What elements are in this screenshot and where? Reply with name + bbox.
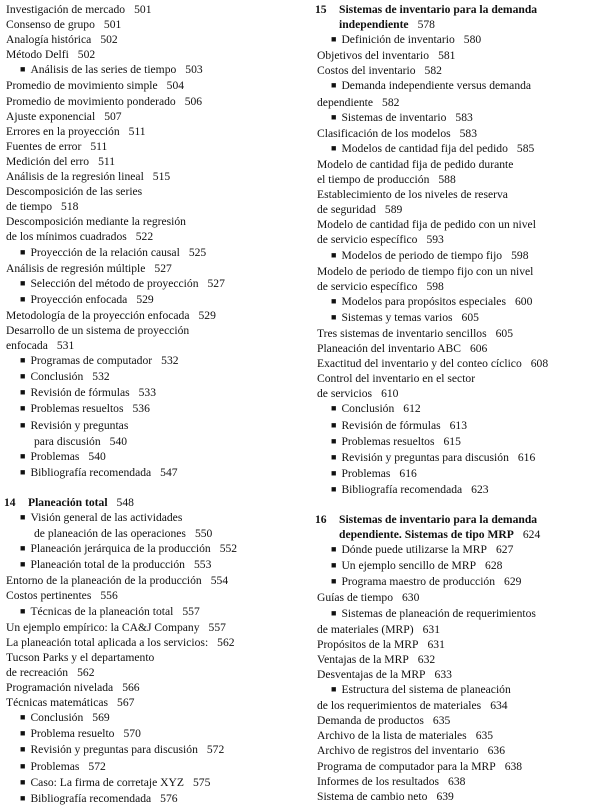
toc-entry-major[interactable] <box>317 78 600 94</box>
toc-entry-major[interactable] <box>317 606 600 622</box>
entry-title: Consenso de grupo <box>6 18 95 32</box>
toc-entry[interactable] <box>317 63 600 78</box>
entry-title: Sistemas de planeación de requerimientos <box>341 606 536 620</box>
toc-entry[interactable] <box>317 637 600 652</box>
page-number: 553 <box>193 558 212 572</box>
page-number: 634 <box>490 699 508 713</box>
page-number: 635 <box>432 714 451 728</box>
entry-title: dependiente. Sistemas de tipo MRP <box>339 528 514 542</box>
chapter-heading[interactable] <box>6 495 296 510</box>
entry-title: Metodología de la proyección enfocada <box>6 308 190 322</box>
page-number: 639 <box>436 789 454 803</box>
entry-title: Problemas resueltos <box>341 434 435 448</box>
toc-entry-major[interactable] <box>317 248 600 264</box>
entry-title: Revisión de fórmulas <box>341 418 441 432</box>
page-number: 633 <box>434 667 452 681</box>
page-number: 627 <box>495 543 514 557</box>
page-number: 533 <box>138 386 157 400</box>
page-number: 529 <box>136 292 154 306</box>
page-number: 610 <box>381 387 399 401</box>
page-number: 569 <box>92 711 110 725</box>
toc-entry[interactable] <box>6 573 296 588</box>
entry-title: de tiempo <box>6 200 53 214</box>
toc-entry-major[interactable] <box>317 482 600 498</box>
toc-entry[interactable] <box>6 338 296 353</box>
toc-entry[interactable] <box>317 341 600 356</box>
toc-entry[interactable] <box>6 32 296 47</box>
toc-entry-major[interactable] <box>317 558 600 574</box>
entry-title: Costos pertinentes <box>6 589 92 603</box>
page-number: 567 <box>117 696 135 710</box>
entry-title: Programación nivelada <box>6 681 114 695</box>
entry-title: Ventajas de la MRP <box>317 652 409 666</box>
entry-title: Definición de inventario <box>341 33 455 47</box>
page-number: 532 <box>92 370 110 384</box>
toc-entry[interactable] <box>317 95 600 110</box>
page-number: 557 <box>182 604 200 618</box>
entry-title: el tiempo de producción <box>317 173 430 187</box>
entry-title: Demanda independiente versus demanda <box>341 79 532 93</box>
chapter-heading[interactable] <box>317 17 600 32</box>
entry-title: Ajuste exponencial <box>6 109 96 123</box>
toc-entry-major[interactable] <box>6 541 296 557</box>
entry-title: La planeación total aplicada a los servicios: <box>6 635 209 649</box>
page-number: 525 <box>188 245 207 259</box>
toc-entry[interactable] <box>6 154 296 169</box>
entry-title: Modelos de cantidad fija del pedido <box>341 141 508 155</box>
page-number: 581 <box>438 49 456 63</box>
toc-entry-major[interactable] <box>317 450 600 466</box>
entry-title: Análisis de la regresión lineal <box>6 170 144 184</box>
toc-entry-major[interactable] <box>317 682 600 698</box>
page-number: 511 <box>98 154 116 168</box>
toc-column-right <box>317 2 600 804</box>
toc-entry[interactable] <box>317 217 600 232</box>
toc-entry[interactable] <box>6 635 296 650</box>
toc-entry-major[interactable] <box>317 466 600 482</box>
chapter-heading[interactable] <box>317 527 600 542</box>
page-number: 598 <box>511 248 529 262</box>
entry-title: Revisión y preguntas para discusión <box>30 743 198 757</box>
entry-title: Bibliografía recomendada <box>30 791 152 805</box>
entry-title: de servicio específico <box>317 233 418 247</box>
page-number: 547 <box>160 465 178 479</box>
page-number: 518 <box>61 200 79 214</box>
toc-entry[interactable] <box>6 94 296 109</box>
toc-entry-major[interactable] <box>6 775 296 791</box>
page-number: 608 <box>530 357 549 371</box>
toc-entry-major[interactable] <box>6 292 296 308</box>
entry-title: Programas de computador <box>30 354 153 368</box>
page-number: 554 <box>210 574 229 588</box>
toc-entry-major[interactable] <box>6 276 296 292</box>
section-gap <box>317 498 600 512</box>
chapter-number: 16 <box>315 513 327 526</box>
toc-entry-major[interactable] <box>6 726 296 742</box>
page-number: 605 <box>461 310 479 324</box>
entry-title: Desarrollo de un sistema de proyección <box>6 323 190 337</box>
entry-title: de materiales (MRP) <box>317 622 414 636</box>
toc-entry-major[interactable] <box>6 418 296 434</box>
toc-entry-major[interactable] <box>317 141 600 157</box>
toc-entry[interactable] <box>317 774 600 789</box>
toc-entry-major[interactable] <box>6 353 296 369</box>
page-number: 631 <box>422 622 440 636</box>
entry-title: Conclusión <box>30 370 84 384</box>
page-number: 631 <box>427 637 445 651</box>
entry-title: de servicios <box>317 387 373 401</box>
toc-entry[interactable] <box>6 184 296 199</box>
toc-entry-major[interactable] <box>317 110 600 126</box>
entry-title: Informes de los resultados <box>317 774 440 788</box>
entry-title: Promedio de movimiento simple <box>6 79 158 93</box>
page-number: 529 <box>198 308 216 322</box>
entry-title: Problemas <box>341 466 391 480</box>
toc-entry[interactable] <box>317 590 600 605</box>
toc-entry-major[interactable] <box>6 791 296 807</box>
entry-title: Planeación total <box>28 495 108 509</box>
toc-entry-major[interactable] <box>6 742 296 758</box>
page-number: 588 <box>438 173 456 187</box>
entry-title: Investigación de mercado <box>6 3 126 16</box>
toc-entry-major[interactable] <box>317 434 600 450</box>
toc-entry[interactable] <box>6 261 296 276</box>
toc-entry[interactable] <box>317 264 600 279</box>
entry-title: Objetivos del inventario <box>317 49 430 63</box>
entry-title: Modelo de cantidad fija de pedido con un nivel <box>317 218 536 232</box>
toc-entry-major[interactable] <box>317 574 600 590</box>
toc-entry[interactable] <box>6 214 296 229</box>
toc-entry-major[interactable] <box>6 710 296 726</box>
toc-entry[interactable] <box>6 650 296 665</box>
page-number: 556 <box>100 589 118 603</box>
toc-entry[interactable] <box>317 202 600 217</box>
page-number: 503 <box>185 63 203 77</box>
page-number: 540 <box>109 434 128 448</box>
page-number: 624 <box>522 528 541 542</box>
entry-title: Estructura del sistema de planeación <box>341 683 511 697</box>
page-number: 585 <box>516 141 535 155</box>
entry-title: Selección del método de proyección <box>30 276 199 290</box>
entry-title: Promedio de movimiento ponderado <box>6 94 176 108</box>
page-number: 562 <box>217 635 235 649</box>
page-number: 557 <box>208 620 226 634</box>
page-number: 606 <box>469 342 488 356</box>
entry-title: Un ejemplo empírico: la CA&J Company <box>6 620 200 634</box>
toc-entry[interactable] <box>317 356 600 371</box>
toc-entry[interactable] <box>317 126 600 141</box>
toc-entry[interactable] <box>6 695 296 710</box>
chapter-heading[interactable] <box>317 2 600 17</box>
toc-entry-major[interactable] <box>6 465 296 481</box>
toc-entry[interactable] <box>6 620 296 635</box>
entry-title: Sistemas de inventario para la demanda <box>339 3 538 16</box>
toc-entry[interactable] <box>6 434 296 449</box>
entry-title: Demanda de productos <box>317 714 424 728</box>
page-number: 580 <box>463 33 482 47</box>
toc-entry[interactable] <box>6 526 296 541</box>
entry-title: Análisis de regresión múltiple <box>6 261 146 275</box>
page-number: 502 <box>77 48 96 62</box>
entry-title: Modelo de periodo de tiempo fijo con un nivel <box>317 264 534 278</box>
entry-title: Descomposición mediante la regresión <box>6 215 186 229</box>
entry-title: Sistema de cambio neto <box>317 789 428 803</box>
page-number: 511 <box>128 124 146 138</box>
page-number: 593 <box>426 233 444 247</box>
entry-title: Guías de tiempo <box>317 591 393 605</box>
page-number: 532 <box>161 354 179 368</box>
toc-entry[interactable] <box>317 622 600 637</box>
toc-entry[interactable] <box>317 326 600 341</box>
entry-title: Fuentes de error <box>6 139 82 153</box>
entry-title: independiente <box>339 18 409 32</box>
entry-title: Análisis de las series de tiempo <box>30 63 177 77</box>
page-number: 522 <box>135 230 154 244</box>
entry-title: Caso: La firma de corretaje XYZ <box>30 775 184 789</box>
toc-entry[interactable] <box>6 588 296 603</box>
entry-title: Analogía histórica <box>6 33 92 47</box>
page-number: 527 <box>207 276 225 290</box>
page-number: 616 <box>399 466 417 480</box>
page-number: 502 <box>100 33 118 47</box>
entry-title: Entorno de la planeación de la producción <box>6 574 202 588</box>
toc-entry[interactable] <box>317 667 600 682</box>
page-number: 628 <box>485 559 503 573</box>
toc-entry[interactable] <box>317 698 600 713</box>
toc-entry[interactable] <box>6 17 296 32</box>
toc-entry-major[interactable] <box>6 557 296 573</box>
entry-title: de recreación <box>6 665 69 679</box>
toc-entry[interactable] <box>6 139 296 154</box>
chapter-heading[interactable] <box>317 512 600 527</box>
page-number: 501 <box>103 18 122 32</box>
toc-entry[interactable] <box>317 187 600 202</box>
toc-entry[interactable] <box>317 157 600 172</box>
entry-title: Descomposición de las series <box>6 185 143 199</box>
toc-entry[interactable] <box>317 728 600 743</box>
page-number: 501 <box>134 3 152 16</box>
entry-title: Programa maestro de producción <box>341 575 496 589</box>
page-number: 629 <box>504 575 522 589</box>
toc-entry[interactable] <box>6 308 296 323</box>
toc-entry-major[interactable] <box>6 62 296 78</box>
entry-title: Conclusión <box>30 711 84 725</box>
toc-entry-major[interactable] <box>6 401 296 417</box>
toc-entry-major[interactable] <box>317 32 600 48</box>
entry-title: Modelos para propósitos especiales <box>341 294 506 308</box>
entry-title: Conclusión <box>341 402 395 416</box>
entry-title: Método Delfi <box>6 48 69 62</box>
entry-title: Archivo de registros del inventario <box>317 744 479 758</box>
chapter-number: 15 <box>315 3 327 16</box>
page-number: 616 <box>517 450 536 464</box>
page-number: 548 <box>116 495 134 509</box>
entry-title: de servicio específico <box>317 279 418 293</box>
toc-entry[interactable] <box>317 232 600 247</box>
entry-title: Técnicas de la planeación total <box>30 604 174 618</box>
entry-title: Control del inventario en el sector <box>317 372 476 386</box>
toc-entry[interactable] <box>6 323 296 338</box>
page-number: 536 <box>132 402 150 416</box>
entry-title: Proyección enfocada <box>30 292 128 306</box>
entry-title: Establecimiento de los niveles de reserva <box>317 188 508 202</box>
toc-entry-major[interactable] <box>317 401 600 417</box>
entry-title: Planeación del inventario ABC <box>317 342 461 356</box>
entry-title: Bibliografía recomendada <box>30 465 152 479</box>
entry-title: Bibliografía recomendada <box>341 482 463 496</box>
entry-title: enfocada <box>6 339 48 353</box>
entry-title: de seguridad <box>317 203 376 217</box>
toc-entry-major[interactable] <box>6 759 296 775</box>
page-number: 578 <box>417 18 435 32</box>
page-number: 612 <box>403 402 421 416</box>
entry-title: Sistemas de inventario para la demanda <box>339 513 538 526</box>
toc-entry[interactable] <box>317 48 600 63</box>
toc-entry-major[interactable] <box>317 418 600 434</box>
entry-title: Modelos de periodo de tiempo fijo <box>341 248 503 262</box>
page-number: 507 <box>104 109 122 123</box>
toc-entry[interactable] <box>317 172 600 187</box>
toc-entry[interactable] <box>6 47 296 62</box>
toc-entry[interactable] <box>317 279 600 294</box>
toc-entry-major[interactable] <box>6 369 296 385</box>
page-number: 638 <box>448 774 466 788</box>
toc-entry-major[interactable] <box>6 604 296 620</box>
entry-title: Sistemas y temas varios <box>341 310 453 324</box>
entry-title: de los requerimientos de materiales <box>317 699 482 713</box>
entry-title: Proyección de la relación causal <box>30 245 180 259</box>
page-number: 636 <box>487 744 506 758</box>
page-number: 635 <box>475 729 494 743</box>
entry-title: de los mínimos cuadrados <box>6 230 127 244</box>
page-number: 527 <box>154 261 172 275</box>
toc-entry[interactable] <box>317 386 600 401</box>
chapter-number: 14 <box>4 495 16 509</box>
entry-title: Modelo de cantidad fija de pedido durante <box>317 157 514 171</box>
entry-title: Revisión y preguntas para discusión <box>341 450 509 464</box>
entry-title: Exactitud del inventario y del conteo cíclico <box>317 357 522 371</box>
page-number: 632 <box>417 652 436 666</box>
toc-entry[interactable] <box>317 789 600 804</box>
page-number: 504 <box>166 79 185 93</box>
toc-entry-major[interactable] <box>317 542 600 558</box>
toc-entry[interactable] <box>6 109 296 124</box>
page-number: 600 <box>514 294 533 308</box>
page-number: 562 <box>77 665 95 679</box>
toc-entry-major[interactable] <box>6 245 296 261</box>
entry-title: Propósitos de la MRP <box>317 637 419 651</box>
page-number: 552 <box>219 542 238 556</box>
entry-title: Revisión y preguntas <box>30 418 129 432</box>
entry-title: Desventajas de la MRP <box>317 667 426 681</box>
entry-title: Planeación jerárquica de la producción <box>30 542 211 556</box>
entry-title: Dónde puede utilizarse la MRP <box>341 543 487 557</box>
toc-entry-major[interactable] <box>6 449 296 465</box>
entry-title: Medición del erro <box>6 154 90 168</box>
toc-entry[interactable] <box>317 713 600 728</box>
entry-title: dependiente <box>317 95 374 109</box>
page-number: 583 <box>455 110 473 124</box>
entry-title: Problemas resueltos <box>30 402 124 416</box>
entry-title: Planeación total de la producción <box>30 558 185 572</box>
page-number: 575 <box>193 775 211 789</box>
toc-entry[interactable] <box>6 124 296 139</box>
page-number: 570 <box>123 727 141 741</box>
toc-entry[interactable] <box>317 652 600 667</box>
entry-title: Problemas <box>30 449 80 463</box>
toc-entry[interactable] <box>6 169 296 184</box>
entry-title: Clasificación de los modelos <box>317 126 451 140</box>
page-number: 615 <box>443 434 461 448</box>
page-number: 630 <box>402 591 420 605</box>
entry-title: para discusión <box>34 434 101 448</box>
page-number: 566 <box>122 681 140 695</box>
entry-title: Errores en la proyección <box>6 124 120 138</box>
page-number: 589 <box>384 203 403 217</box>
entry-title: Problemas <box>30 759 80 773</box>
entry-title: Problema resuelto <box>30 727 115 741</box>
toc-entry-major[interactable] <box>317 310 600 326</box>
toc-entry-major[interactable] <box>317 294 600 310</box>
page-number: 572 <box>88 759 106 773</box>
entry-title: Visión general de las actividades <box>30 511 183 524</box>
page-number: 572 <box>206 743 225 757</box>
toc-entry[interactable] <box>6 78 296 93</box>
page-number: 576 <box>160 791 178 805</box>
entry-title: Un ejemplo sencillo de MRP <box>341 559 477 573</box>
toc-entry[interactable] <box>317 743 600 758</box>
page-number: 613 <box>449 418 468 432</box>
toc-entry[interactable] <box>317 371 600 386</box>
toc-entry[interactable] <box>6 2 296 17</box>
entry-title: Revisión de fórmulas <box>30 386 130 400</box>
page-number: 598 <box>426 279 444 293</box>
toc-entry-major[interactable] <box>6 385 296 401</box>
entry-title: Archivo de la lista de materiales <box>317 729 467 743</box>
page-number: 582 <box>424 64 442 78</box>
page-number: 515 <box>152 170 171 184</box>
toc-column-left <box>6 2 296 807</box>
entry-title: Técnicas matemáticas <box>6 696 109 710</box>
page-number: 540 <box>88 449 106 463</box>
toc-entry[interactable] <box>6 680 296 695</box>
entry-title: de planeación de las operaciones <box>34 527 186 541</box>
entry-title: Sistemas de inventario <box>341 110 447 124</box>
page-number: 605 <box>495 326 513 340</box>
toc-entry[interactable] <box>6 229 296 244</box>
toc-entry[interactable] <box>6 199 296 214</box>
page-number: 506 <box>184 94 203 108</box>
page-number: 623 <box>471 482 489 496</box>
page-number: 531 <box>56 339 75 353</box>
toc-entry[interactable] <box>317 759 600 774</box>
section-gap <box>6 481 296 495</box>
entry-title: Tres sistemas de inventario sencillos <box>317 326 487 340</box>
page-number: 550 <box>194 527 213 541</box>
entry-title: Tucson Parks y el departamento <box>6 650 155 664</box>
entry-title: Costos del inventario <box>317 64 416 78</box>
page-number: 583 <box>459 126 478 140</box>
page-number: 582 <box>382 95 400 109</box>
page-number: 511 <box>90 139 108 153</box>
toc-entry-major[interactable] <box>6 510 296 526</box>
toc-entry[interactable] <box>6 665 296 680</box>
page-number: 638 <box>504 759 523 773</box>
entry-title: Programa de computador para la MRP <box>317 759 496 773</box>
